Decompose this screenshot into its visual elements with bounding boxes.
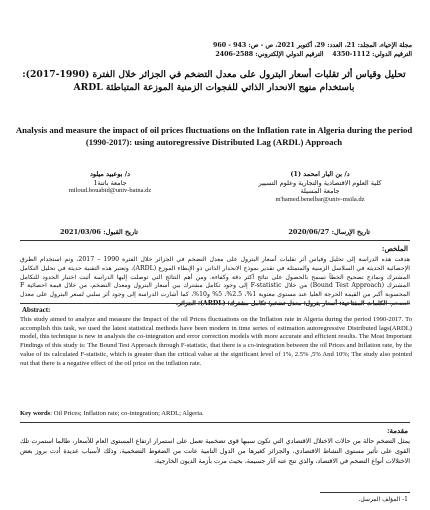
author-1-affiliation: كلية العلوم الاقتصادية والتجارية وعلوم التسيير <box>258 178 382 187</box>
title-arabic: تحليل وقياس أثر تقلبات أسعار البترول على معدل التضخم في الجزائر خلال الفترة (1990-2017): باستخدام منهج الانحدار الذاتي للفجوات الزمنية الموزعة المتباطئة ARDL <box>22 69 406 93</box>
date-accepted: تاريخ القبول: 2021/03/06 <box>60 228 138 236</box>
footnote-rule <box>320 492 410 493</box>
issn: الترقيم الدولي: 1112-4350 <box>332 50 412 58</box>
intro-heading: مقدمة: <box>386 426 408 435</box>
journal-header <box>192 42 412 59</box>
author-2-name: د/ بوعبيد ميلود <box>89 170 131 178</box>
author-2 <box>10 170 210 196</box>
author-1-name: د/ بن البار امحمد (1) <box>290 170 350 178</box>
divider-mid <box>20 303 410 304</box>
divider-top <box>20 240 410 241</box>
keywords-en-label: Key words <box>20 410 51 417</box>
eissn: الترقيم الدولي الإلكتروني: 2588-2406 <box>215 50 324 58</box>
journal-line-2 <box>192 51 412 60</box>
journal-line-1: مجلة الإحياء، المجلد: 21، العدد: 29، أكتوبر 2021، ص - ص: 943 - 960 <box>212 42 412 49</box>
divider-bottom <box>20 422 410 423</box>
footnote: 1- المؤلف المرسل. <box>358 496 408 503</box>
date-sent: تاريخ الإرسال: 2020/06/27 <box>288 228 370 236</box>
abstract-english: This study aimed to analyze and measure the Impact of the oil Prices fluctuations on the Inflation rate in Algeria during the period 1990-2017. To accomplish this task, we used the latest statistical methods have been modern in time series of estimation autoregressive Distributed lags(ARDL) model, this technique is new in analysis the co-integration and error correction models with more accurate and efficient results. The Most Important Findings of this study is: The Bound Test Approach through F-statistic, that there is a co-integration between the oil Prices and Inflation rate, by the value of its calculated F-statistic, which is greater than the critical value at the significant level of 1%, 2.5% ,5% And 10%; The study also pointed out that there is a negative effect of the oil price on the inflation rate. <box>20 316 412 367</box>
author-1-email[interactable]: m'hamed.benelbar@univ-msila.dz <box>275 195 365 203</box>
abstract-ar-text: هدفت هذه الدراسة إلى تحليل وقياس أثر تقلبات أسعار البترول على معدل التضخم في الجزائر خلال الفترة 1990 – 2017، وتم استخدام الطرق الإحصائية الحديثة في السلاسل الزمنية والمتمثلة في تقدير نموذج الانحدار الذاتي ذو الإبطاء الموزع (ARDL)، وتعتبر هذه التقنية حديثة في تحليل التكامل المشترك ونماذج تصحيح الخطأ تسمح بالحصول على نتائج أكثر دقة وكفاءة. ومن أهم النتائج التي توصلت إليها الدراسة أثبت اختبار الحدود للتكامل المشترك (Bound Test Approach) من خلال F-statistic إلى وجود تكامل مشترك بين أسعار البترول ومعدل التضخم، من خلال قيمة احصائية F المحسوبة أكبر من القيمة الحرجة العليا عند مستوى معنوية 1%، 2.5%، 5% و10%، كما أشارت الدراسة إلى وجود أثر سلبي لسعر البترول على معدل التضخم. <box>20 256 411 307</box>
author-1-university: جامعة المسيلة <box>300 187 340 196</box>
abstract-en-heading: Abstract: <box>22 306 51 314</box>
keywords-en <box>20 410 412 417</box>
author-1 <box>220 170 420 204</box>
author-2-university: جامعة باتنة1 <box>93 178 127 187</box>
intro-text: يمثل التضخم حالة من حالات الاختلال الاقتصادي التي تكون سببها قوى تضخمية تعمل على استمرار ارتفاع المستوى العام للأسعار، طالما استمرت تلك القوى على تأثير مستوى النشاط الاقتصادي، والجزائر كغيرها من الدول النامية عانت من الضغوط التضخمية، وذلك لأسباب عديدة أدت بروز بعض الاختلالات أنواع التضخم في الاقتصاد، والذي نتج عنه آثار جسيمة، بحيث مرت بأزمة الديون الخارجية، <box>20 438 410 466</box>
keywords-ar: الكلمات المفتاحية: أسعار بترول؛ معدل تضخم؛ تكامل مشترك؛ (ARDL)؛ الجزائر. <box>175 299 388 307</box>
abstract-ar-heading: الملخص: <box>381 244 408 253</box>
author-2-email[interactable]: miloud.bouabid@univ-batna.dz <box>68 187 152 195</box>
title-english: Analysis and measure the impact of oil prices fluctuations on the Inflation rate in Algeria during the period (1990-2017): using autoregressive Distributed Lag (ARDL) Approach <box>15 125 413 147</box>
abstract-arabic <box>20 256 410 309</box>
keywords-en-text: : Oil Prices; Inflation rate; co-integration; ARDL; Algeria. <box>50 410 204 417</box>
